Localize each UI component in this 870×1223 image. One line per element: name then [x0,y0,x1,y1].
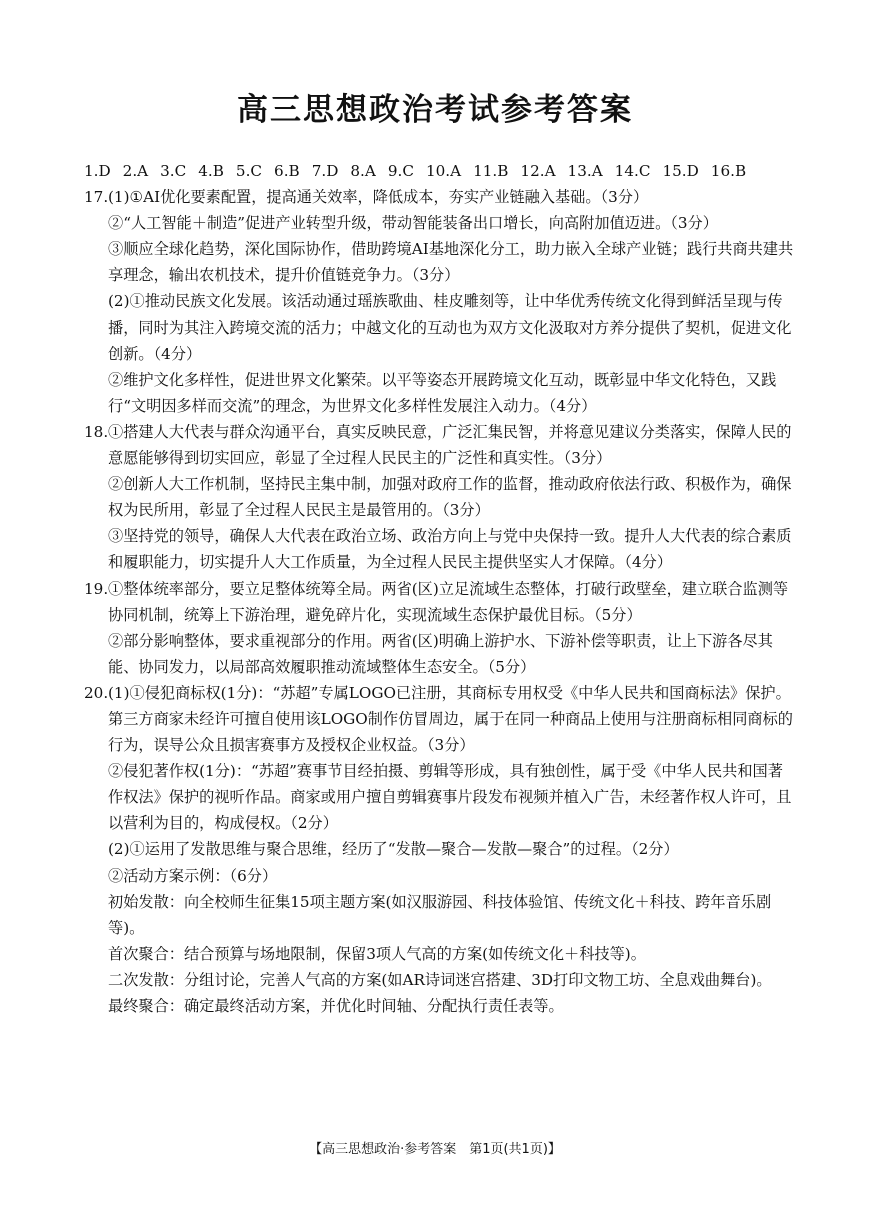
mc-answer: 12.A [520,162,556,180]
answer-paragraph: (1)①侵犯商标权(1分)：“苏超”专属LOGO已注册，其商标专用权受《中华人民共和国商标法》保护。第三方商家未经许可擅自使用该LOGO制作仿冒周边，属于在同一种商品上使用与注册商标相同商标的行为，误导公众且损害赛事方及授权企业权益。（3分） [108,683,793,755]
answer-paragraph: 初始发散：向全校师生征集15项主题方案(如汉服游园、科技体验馆、传统文化＋科技、跨年音乐剧等)。 [108,892,772,937]
mc-answer: 8.A [350,162,376,180]
question-19 [84,576,796,680]
answer-paragraph: ③坚持党的领导，确保人大代表在政治立场、政治方向上与党中央保持一致。提升人大代表的综合素质和履职能力，切实提升人大工作质量，为全过程人民民主提供坚实人才保障。（4分） [108,527,792,572]
question-20 [84,680,796,1019]
mc-answer: 15.D [662,162,699,180]
mc-answer: 10.A [425,162,462,180]
mc-answer: 16.B [710,162,747,180]
mc-answer: 6.B [274,162,300,180]
mc-answer: 13.A [567,162,603,180]
mc-answer: 5.C [235,162,263,180]
mc-answer: 11.B [473,162,509,180]
mc-answer: 1.D [84,162,111,180]
answer-paragraph: ②部分影响整体，要求重视部分的作用。两省(区)明确上游护水、下游补偿等职责，让上下游各尽其能、协同发力，以局部高效履职推动流域整体生态安全。（5分） [108,631,773,676]
mc-answer: 4.B [198,162,224,180]
answer-paragraph: ①搭建人大代表与群众沟通平台，真实反映民意，广泛汇集民智，并将意见建议分类落实，保障人民的意愿能够得到切实回应，彰显了全过程人民民主的广泛性和真实性。（3分） [108,422,792,468]
answer-paragraph: ①整体统率部分，要立足整体统筹全局。两省(区)立足流域生态整体，打破行政壁垒，建立联合监测等协同机制，统筹上下游治理，避免碎片化，实现流域生态保护最优目标。（5分） [108,579,789,624]
answer-paragraph: 首次聚合：结合预算与场地限制，保留3项人气高的方案(如传统文化＋科技等)。 [108,944,646,963]
question-number: 19. [84,579,109,598]
question-18 [84,419,796,576]
mc-answer: 3.C [160,162,187,180]
answer-paragraph: (2)①运用了发散思维与聚合思维，经历了“发散—聚合—发散—聚合”的过程。（2分） [108,840,679,859]
answer-paragraph: (1)①AI优化要素配置，提高通关效率，降低成本，夯实产业链融入基础。（3分） [108,188,649,207]
answer-paragraph: ②活动方案示例：（6分） [108,866,278,885]
mc-answer: 14.C [614,162,651,180]
answer-paragraph: (2)①推动民族文化发展。该活动通过瑶族歌曲、桂皮雕刻等，让中华优秀传统文化得到鲜活呈现与传播，同时为其注入跨境交流的活力；中越文化的互动也为双方文化汲取对方养分提供了契机，促进文化创新。（4分） [108,292,792,363]
question-number: 20. [84,683,109,702]
mc-answer: 7.D [311,162,339,180]
question-17 [84,184,796,419]
answer-paragraph: ②侵犯著作权(1分)：“苏超”赛事节目经拍摄、剪辑等形成，具有独创性，属于受《中华人民共和国著作权法》保护的视听作品。商家或用户擅自剪辑赛事片段发布视频并植入广告，未经著作权人许可，且以营利为目的，构成侵权。（2分） [108,762,792,833]
page-title: 高三思想政治考试参考答案 [237,92,633,128]
question-number: 18. [84,422,109,441]
question-number: 17. [84,188,109,207]
answer-content [84,158,796,1019]
answer-paragraph: 最终聚合：确定最终活动方案，并优化时间轴、分配执行责任表等。 [108,997,564,1015]
answer-paragraph: ③顺应全球化趋势，深化国际协作，借助跨境AI基地深化分工，助力嵌入全球产业链；践行共商共建共享理念，输出农机技术，提升价值链竞争力。（3分） [108,240,794,285]
multiple-choice-answers [84,158,796,184]
answer-paragraph: ②“人工智能＋制造”促进产业转型升级，带动智能装备出口增长，向高附加值迈进。（3分） [108,214,718,233]
answer-paragraph: ②维护文化多样性，促进世界文化繁荣。以平等姿态开展跨境文化互动，既彰显中华文化特色，又践行“文明因多样而交流”的理念，为世界文化多样性发展注入动力。（4分） [108,370,777,415]
page-footer: 【高三思想政治·参考答案 第1页(共1页)】 [309,1142,561,1157]
answer-paragraph: ②创新人大工作机制，坚持民主集中制，加强对政府工作的监督，推动政府依法行政、积极作为，确保权为民所用，彰显了全过程人民民主是最管用的。（3分） [108,475,792,520]
mc-answer: 9.C [387,162,414,180]
answer-paragraph: 二次发散：分组讨论，完善人气高的方案(如AR诗词迷宫搭建、3D打印文物工坊、全息戏曲舞台)。 [108,970,772,989]
mc-answer: 2.A [122,162,149,180]
